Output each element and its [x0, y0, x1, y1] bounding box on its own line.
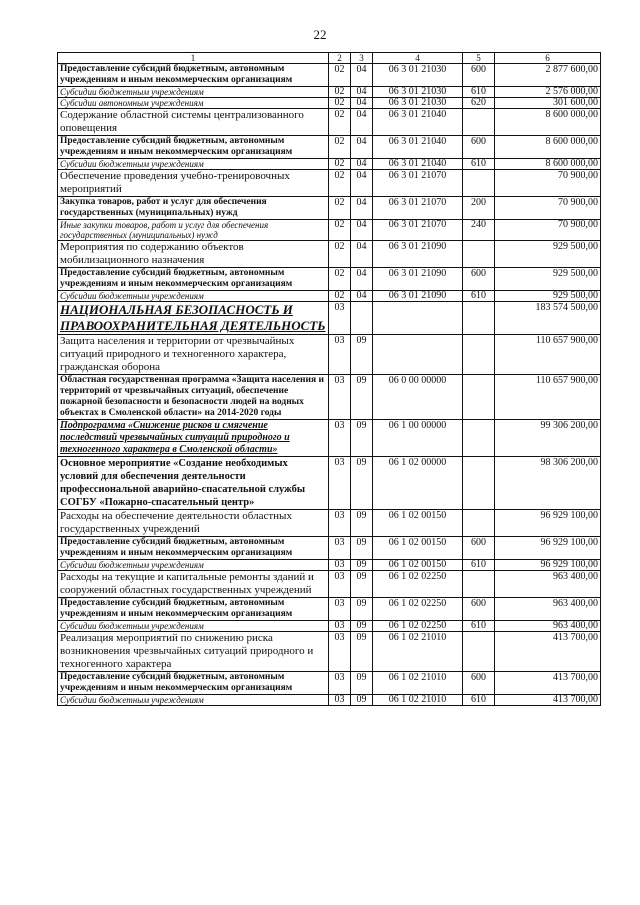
row-name: Субсидии бюджетным учреждениям — [58, 291, 329, 302]
row-name: Предоставление субсидий бюджетным, автономным учреждениям и иным некоммерческим организациям — [58, 64, 329, 87]
expense-type-code — [463, 335, 495, 375]
expense-type-code: 600 — [463, 136, 495, 159]
row-name: Расходы на обеспечение деятельности областных государственных учреждений — [58, 510, 329, 537]
subsection-code: 09 — [351, 560, 373, 571]
target-article-code: 06 3 01 21090 — [373, 291, 463, 302]
amount: 98 306 200,00 — [495, 457, 601, 510]
table-row — [58, 64, 601, 87]
row-name: Защита населения и территории от чрезвычайных ситуаций природного и техногенного характера, гражданская оборона — [58, 335, 329, 375]
row-name: Областная государственная программа «Защита населения и территорий от чрезвычайных ситуаций, обеспечение пожарной безопасности и безопасности людей на водных объектах в Смоленской области» на 2014-2020 годы — [58, 375, 329, 420]
expense-type-code — [463, 302, 495, 335]
expense-type-code — [463, 109, 495, 136]
amount: 70 900,00 — [495, 197, 601, 220]
section-code: 02 — [329, 197, 351, 220]
expense-type-code: 610 — [463, 695, 495, 706]
section-code: 03 — [329, 457, 351, 510]
expense-type-code: 600 — [463, 672, 495, 695]
subsection-code: 04 — [351, 87, 373, 98]
target-article-code: 06 3 01 21040 — [373, 109, 463, 136]
header-col-3: 3 — [351, 53, 373, 64]
amount: 110 657 900,00 — [495, 375, 601, 420]
row-name: Основное мероприятие «Создание необходимых условий для обеспечения деятельности профессиональной аварийно-спасательной службы СОГБУ «Пожарно-спасательный центр» — [58, 457, 329, 510]
subsection-code: 04 — [351, 291, 373, 302]
target-article-code: 06 1 02 02250 — [373, 598, 463, 621]
amount: 8 600 000,00 — [495, 109, 601, 136]
subsection-code: 09 — [351, 420, 373, 457]
target-article-code: 06 3 01 21070 — [373, 197, 463, 220]
section-code: 02 — [329, 64, 351, 87]
subsection-code: 09 — [351, 621, 373, 632]
amount: 301 600,00 — [495, 98, 601, 109]
row-name: Предоставление субсидий бюджетным, автономным учреждениям и иным некоммерческим организациям — [58, 268, 329, 291]
table-header-row — [58, 53, 601, 64]
section-code: 03 — [329, 510, 351, 537]
expense-type-code — [463, 571, 495, 598]
amount: 2 576 000,00 — [495, 87, 601, 98]
section-code: 02 — [329, 241, 351, 268]
section-code: 03 — [329, 302, 351, 335]
section-code: 03 — [329, 560, 351, 571]
amount: 96 929 100,00 — [495, 560, 601, 571]
section-code: 03 — [329, 632, 351, 672]
subsection-code: 04 — [351, 109, 373, 136]
expense-type-code: 600 — [463, 268, 495, 291]
section-code: 03 — [329, 335, 351, 375]
target-article-code: 06 1 02 02250 — [373, 621, 463, 632]
row-name: Предоставление субсидий бюджетным, автономным учреждениям и иным некоммерческим организациям — [58, 537, 329, 560]
subsection-code: 04 — [351, 64, 373, 87]
target-article-code — [373, 302, 463, 335]
table-row — [58, 537, 601, 560]
table-row — [58, 268, 601, 291]
target-article-code: 06 3 01 21090 — [373, 241, 463, 268]
subsection-code: 09 — [351, 335, 373, 375]
row-name: Предоставление субсидий бюджетным, автономным учреждениям и иным некоммерческим организациям — [58, 136, 329, 159]
subsection-code: 04 — [351, 159, 373, 170]
expense-type-code — [463, 375, 495, 420]
row-name: Содержание областной системы централизованного оповещения — [58, 109, 329, 136]
expense-type-code: 610 — [463, 560, 495, 571]
expense-type-code: 600 — [463, 64, 495, 87]
target-article-code: 06 3 01 21030 — [373, 98, 463, 109]
subsection-code: 09 — [351, 375, 373, 420]
amount: 963 400,00 — [495, 598, 601, 621]
row-name: Реализация мероприятий по снижению риска возникновения чрезвычайных ситуаций природного и техногенного характера — [58, 632, 329, 672]
amount: 413 700,00 — [495, 632, 601, 672]
section-code: 02 — [329, 170, 351, 197]
expense-type-code: 610 — [463, 291, 495, 302]
row-name: Субсидии бюджетным учреждениям — [58, 87, 329, 98]
table-row — [58, 598, 601, 621]
subsection-code — [351, 302, 373, 335]
subsection-code: 09 — [351, 672, 373, 695]
amount: 929 500,00 — [495, 268, 601, 291]
row-name: Субсидии бюджетным учреждениям — [58, 159, 329, 170]
page-number: 22 — [313, 27, 327, 42]
target-article-code: 06 1 00 00000 — [373, 420, 463, 457]
subsection-code: 09 — [351, 457, 373, 510]
expense-type-code: 610 — [463, 159, 495, 170]
table-row — [58, 170, 601, 197]
target-article-code: 06 1 02 21010 — [373, 672, 463, 695]
target-article-code: 06 3 01 21040 — [373, 136, 463, 159]
table-row — [58, 109, 601, 136]
amount: 99 306 200,00 — [495, 420, 601, 457]
row-name: Субсидии бюджетным учреждениям — [58, 621, 329, 632]
table-row — [58, 510, 601, 537]
target-article-code: 06 1 02 00150 — [373, 560, 463, 571]
amount: 110 657 900,00 — [495, 335, 601, 375]
target-article-code: 06 1 02 02250 — [373, 571, 463, 598]
table-row — [58, 87, 601, 98]
header-col-5: 5 — [463, 53, 495, 64]
subsection-code: 04 — [351, 241, 373, 268]
subsection-code: 04 — [351, 170, 373, 197]
target-article-code: 06 1 02 00000 — [373, 457, 463, 510]
expense-type-code: 600 — [463, 537, 495, 560]
section-code: 03 — [329, 375, 351, 420]
header-col-4: 4 — [373, 53, 463, 64]
section-code: 03 — [329, 672, 351, 695]
target-article-code: 06 3 01 21070 — [373, 170, 463, 197]
amount: 70 900,00 — [495, 220, 601, 241]
section-code: 03 — [329, 571, 351, 598]
amount: 96 929 100,00 — [495, 510, 601, 537]
expense-type-code — [463, 420, 495, 457]
section-code: 02 — [329, 98, 351, 109]
amount: 8 600 000,00 — [495, 159, 601, 170]
table-row — [58, 420, 601, 457]
target-article-code: 06 1 02 21010 — [373, 632, 463, 672]
subsection-code: 09 — [351, 571, 373, 598]
expense-type-code: 610 — [463, 621, 495, 632]
row-name: Закупка товаров, работ и услуг для обеспечения государственных (муниципальных) нужд — [58, 197, 329, 220]
amount: 413 700,00 — [495, 695, 601, 706]
budget-table — [57, 52, 601, 706]
header-col-1: 1 — [58, 53, 329, 64]
target-article-code: 06 3 01 21090 — [373, 268, 463, 291]
table-row — [58, 695, 601, 706]
target-article-code: 06 1 02 21010 — [373, 695, 463, 706]
subsection-code: 09 — [351, 510, 373, 537]
section-code: 02 — [329, 109, 351, 136]
section-code: 02 — [329, 159, 351, 170]
amount: 413 700,00 — [495, 672, 601, 695]
amount: 929 500,00 — [495, 241, 601, 268]
subsection-code: 09 — [351, 598, 373, 621]
section-code: 03 — [329, 598, 351, 621]
subsection-code: 04 — [351, 136, 373, 159]
row-name: Расходы на текущие и капитальные ремонты зданий и сооружений областных государственных учреждений — [58, 571, 329, 598]
section-code: 03 — [329, 621, 351, 632]
table-row — [58, 560, 601, 571]
expense-type-code — [463, 632, 495, 672]
subsection-code: 04 — [351, 220, 373, 241]
table-row — [58, 672, 601, 695]
target-article-code: 06 1 02 00150 — [373, 537, 463, 560]
target-article-code — [373, 335, 463, 375]
target-article-code: 06 0 00 00000 — [373, 375, 463, 420]
expense-type-code: 600 — [463, 598, 495, 621]
table-row — [58, 197, 601, 220]
row-name: Субсидии бюджетным учреждениям — [58, 560, 329, 571]
amount: 70 900,00 — [495, 170, 601, 197]
table-row — [58, 136, 601, 159]
table-row — [58, 571, 601, 598]
table-row — [58, 291, 601, 302]
expense-type-code: 200 — [463, 197, 495, 220]
expense-type-code — [463, 241, 495, 268]
amount: 963 400,00 — [495, 621, 601, 632]
amount: 8 600 000,00 — [495, 136, 601, 159]
section-code: 03 — [329, 420, 351, 457]
section-code: 03 — [329, 695, 351, 706]
expense-type-code — [463, 170, 495, 197]
amount: 183 574 500,00 — [495, 302, 601, 335]
table-row — [58, 159, 601, 170]
subsection-code: 04 — [351, 98, 373, 109]
amount: 2 877 600,00 — [495, 64, 601, 87]
table-row — [58, 632, 601, 672]
row-name: Обеспечение проведения учебно-тренировочных мероприятий — [58, 170, 329, 197]
header-col-2: 2 — [329, 53, 351, 64]
section-code: 03 — [329, 537, 351, 560]
section-code: 02 — [329, 136, 351, 159]
section-code: 02 — [329, 291, 351, 302]
subsection-code: 04 — [351, 197, 373, 220]
table-row — [58, 375, 601, 420]
row-name: Предоставление субсидий бюджетным, автономным учреждениям и иным некоммерческим организациям — [58, 672, 329, 695]
row-name: НАЦИОНАЛЬНАЯ БЕЗОПАСНОСТЬ И ПРАВООХРАНИТЕЛЬНАЯ ДЕЯТЕЛЬНОСТЬ — [58, 302, 329, 335]
amount: 96 929 100,00 — [495, 537, 601, 560]
amount: 963 400,00 — [495, 571, 601, 598]
section-code: 02 — [329, 87, 351, 98]
table-row — [58, 220, 601, 241]
amount: 929 500,00 — [495, 291, 601, 302]
row-name: Субсидии автономным учреждениям — [58, 98, 329, 109]
row-name: Иные закупки товаров, работ и услуг для обеспечения государственных (муниципальных) нужд — [58, 220, 329, 241]
row-name: Предоставление субсидий бюджетным, автономным учреждениям и иным некоммерческим организациям — [58, 598, 329, 621]
table-row — [58, 335, 601, 375]
table-row — [58, 241, 601, 268]
table-row — [58, 98, 601, 109]
table-row — [58, 621, 601, 632]
row-name: Подпрограмма «Снижение рисков и смягчение последствий чрезвычайных ситуаций природного и техногенного характера в Смоленской области» — [58, 420, 329, 457]
target-article-code: 06 3 01 21030 — [373, 87, 463, 98]
row-name: Мероприятия по содержанию объектов мобилизационного назначения — [58, 241, 329, 268]
header-col-6: 6 — [495, 53, 601, 64]
target-article-code: 06 3 01 21040 — [373, 159, 463, 170]
expense-type-code: 620 — [463, 98, 495, 109]
subsection-code: 09 — [351, 632, 373, 672]
target-article-code: 06 3 01 21070 — [373, 220, 463, 241]
expense-type-code: 240 — [463, 220, 495, 241]
target-article-code: 06 3 01 21030 — [373, 64, 463, 87]
expense-type-code: 610 — [463, 87, 495, 98]
row-name: Субсидии бюджетным учреждениям — [58, 695, 329, 706]
expense-type-code — [463, 510, 495, 537]
table-row — [58, 457, 601, 510]
subsection-code: 04 — [351, 268, 373, 291]
section-code: 02 — [329, 220, 351, 241]
subsection-code: 09 — [351, 537, 373, 560]
subsection-code: 09 — [351, 695, 373, 706]
section-code: 02 — [329, 268, 351, 291]
expense-type-code — [463, 457, 495, 510]
target-article-code: 06 1 02 00150 — [373, 510, 463, 537]
table-row — [58, 302, 601, 335]
